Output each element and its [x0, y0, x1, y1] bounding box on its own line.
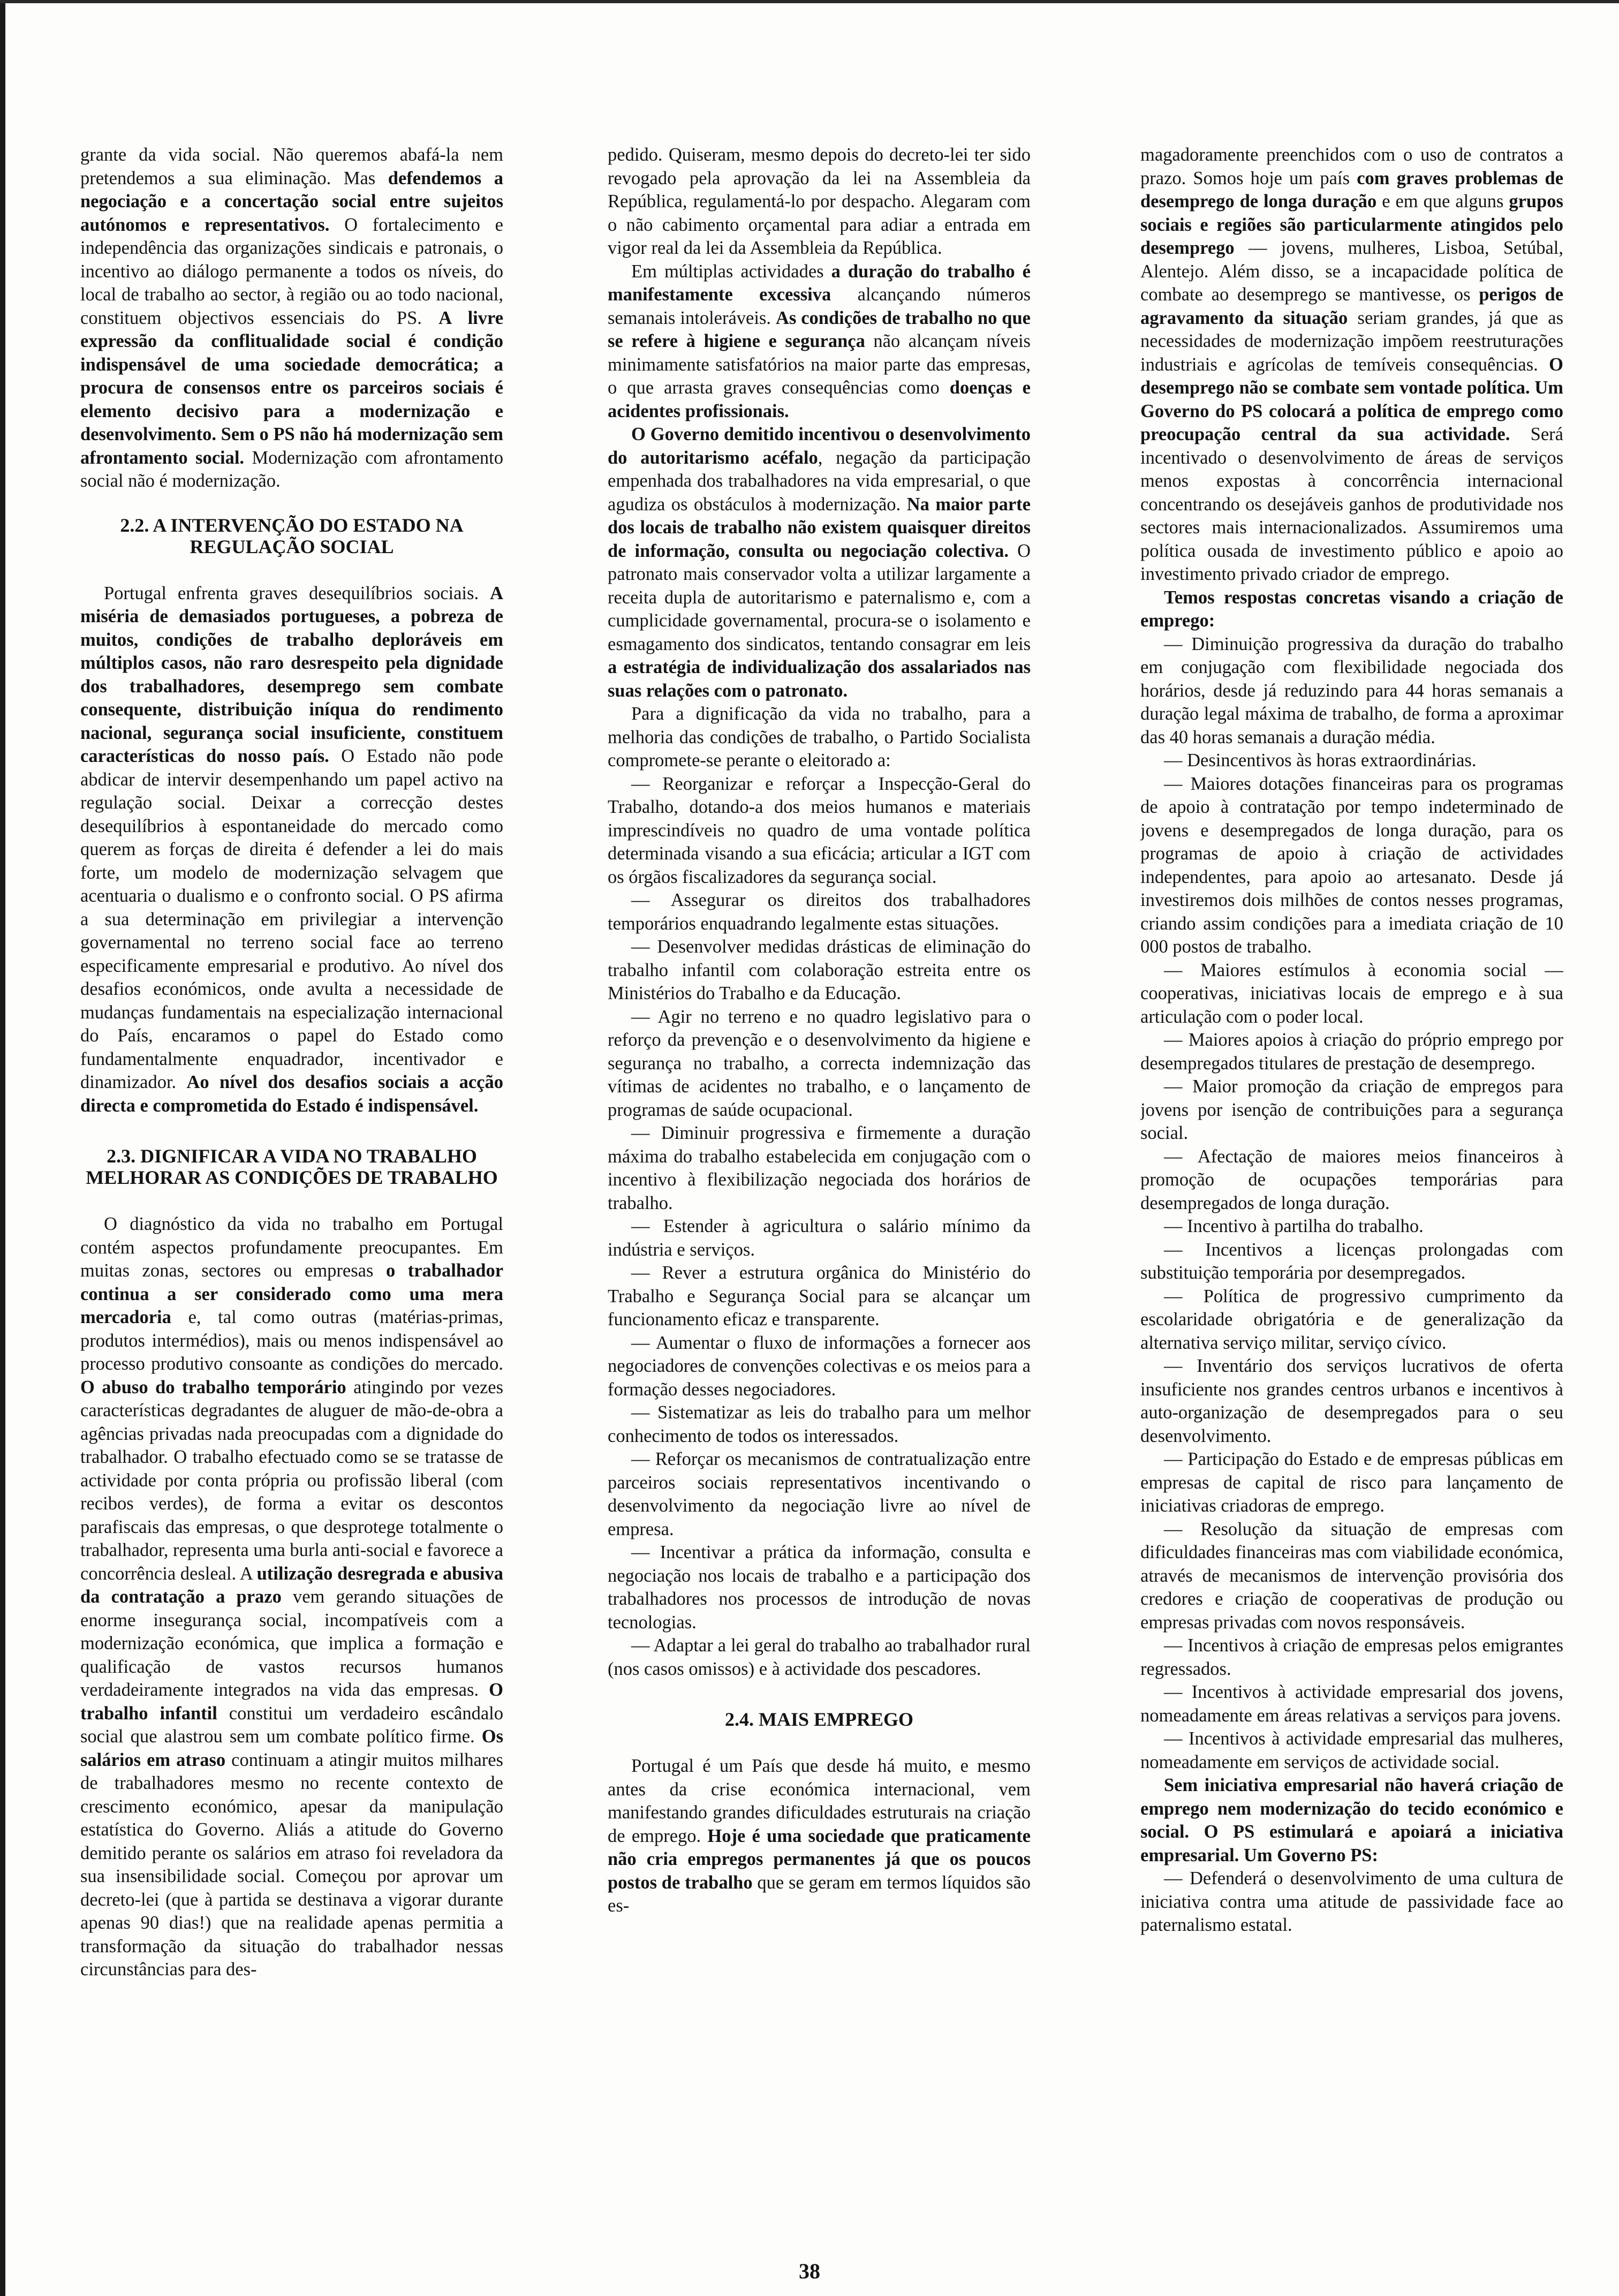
bold-text: doenças e acidentes profissionais.	[608, 377, 1031, 421]
employment-measures-list	[1140, 633, 1563, 1774]
text-run: atingindo por vezes características degradantes de aluguer de mão-de-obra a agências privadas nada preocupadas com a dignidade do trabalhador. O trabalho efectuado como se se tratasse de actividade por conta própria ou profissão liberal (com recibos verdes), de forma a evitar os descontos parafiscais das empresas, o que desprotege totalmente o trabalhador, representa uma burla anti-social e favorece a concorrência desleal. A	[80, 1377, 503, 1584]
bold-text: O desemprego não se combate sem vontade política. Um Governo do PS colocará a política de emprego como preocupação central da sua actividade.	[1140, 354, 1563, 444]
bold-text: Temos respostas concretas visando a criação de emprego:	[1140, 587, 1563, 631]
list-item: — Incentivar a prática da informação, consulta e negociação nos locais de trabalho e a participação dos trabalhadores nos processos de introdução de novas tecnologias.	[608, 1542, 1031, 1633]
bold-text: utilização desregrada e abusiva da contratação a prazo	[80, 1563, 503, 1607]
list-item: — Incentivos à criação de empresas pelos emigrantes regressados.	[1140, 1635, 1563, 1679]
list-item: — Maior promoção da criação de empregos para jovens por isenção de contribuições para a segurança social.	[1140, 1076, 1563, 1143]
text-run: O fortalecimento e independência das organizações sindicais e patronais, o incentivo ao diálogo permanente a todos os níveis, do local de trabalho ao sector, à região ou ao todo nacional, constituem objectivos essenciais do PS.	[80, 214, 503, 328]
list-item: — Diminuir progressiva e firmemente a duração máxima do trabalho estabelecida em conjugação com o incentivo à flexibilização negociada dos horários de trabalho.	[608, 1123, 1031, 1213]
bold-text: O trabalho infantil	[80, 1680, 503, 1724]
list-item: — Participação do Estado e de empresas públicas em empresas de capital de risco para lançamento de iniciativas criadoras de emprego.	[1140, 1449, 1563, 1516]
measures-list	[608, 773, 1031, 1681]
paragraph	[608, 144, 1031, 260]
bold-text: a duração do trabalho é manifestamente excessiva	[608, 261, 1031, 305]
paragraph	[608, 260, 1031, 424]
text-run: não alcançam níveis minimamente satisfatórios na maior parte das empresas, o que arrasta graves consequências como	[608, 331, 1031, 398]
text-run: e, tal como outras (matérias-primas, produtos intermédios), mais ou menos indispensável ao processo produtivo consoante as condições do mercado.	[80, 1307, 503, 1374]
list-item: — Assegurar os direitos dos trabalhadores temporários enquadrando legalmente estas situações.	[608, 890, 1031, 934]
text-run: Será incentivado o desenvolvimento de áreas de serviços menos expostas à concorrência internacional concentrando os desejáveis ganhos de produtividade nos sectores mais internacionalizados. Assumiremos uma política ousada de investimento público e apoio ao investimento privado criador de emprego.	[1140, 424, 1563, 584]
text-run: Portugal é um País que desde há muito, e mesmo antes da crise económica internacional, vem manifestando grandes dificuldades estruturais na criação de emprego.	[608, 1756, 1031, 1846]
paragraph	[80, 1213, 503, 1982]
list-item: — Reorganizar e reforçar a Inspecção-Geral do Trabalho, dotando-a dos meios humanos e materiais imprescindíveis no quadro de uma vontade política determinada visando a sua eficácia; articular a IGT com os órgãos fiscalizadores da segurança social.	[608, 773, 1031, 887]
text-run: continuam a atingir muitos milhares de trabalhadores mesmo no recente contexto de crescimento económico, apesar da manipulação estatística do Governo. Aliás a atitude do Governo demitido perante os salários em atraso foi reveladora da sua insensibilidade social. Começou por aprovar um decreto-lei (que à partida se destinava a vigorar durante apenas 90 dias!) que na realidade apenas permitia a transformação da situação do trabalhador nessas circunstâncias para des-	[80, 1749, 503, 1980]
list-item: — Incentivo à partilha do trabalho.	[1164, 1216, 1424, 1236]
bold-text: grupos sociais e regiões são particularmente atingidos pelo desemprego	[1140, 191, 1563, 258]
section-heading-2-3: 2.3. DIGNIFICAR A VIDA NO TRABALHO MELHORAR AS CONDIÇÕES DE TRABALHO	[86, 1145, 498, 1188]
bold-text: com graves problemas de desemprego de longa duração	[1140, 168, 1563, 212]
bold-text: o trabalhador continua a ser considerado como uma mera mercadoria	[80, 1260, 503, 1327]
column-2	[608, 144, 1031, 2248]
page-edge	[0, 0, 5, 2296]
bold-text: Hoje é uma sociedade que praticamente não cria empregos permanentes já que os poucos postos de trabalho	[608, 1825, 1031, 1893]
bold-text: A livre expressão da conflitualidade social é condição indispensável de uma sociedade democrática; a procura de consensos entre os parceiros sociais é elemento decisivo para a modernização e desenvolvimento. Sem o PS não há modernização sem afrontamento social.	[80, 307, 503, 468]
list-item: — Desenvolver medidas drásticas de eliminação do trabalho infantil com colaboração estreita entre os Ministérios do Trabalho e da Educação.	[608, 936, 1031, 1003]
section-heading-2-2: 2.2. A INTERVENÇÃO DO ESTADO NA REGULAÇÃO SOCIAL	[120, 514, 464, 557]
section-heading-2-4: 2.4. MAIS EMPREGO	[724, 1709, 913, 1730]
list-item: — Resolução da situação de empresas com dificuldades financeiras mas com viabilidade económica, através de mecanismos de intervenção provisória dos credores e criação de cooperativas de produção ou empresas privadas com novos responsáveis.	[1140, 1519, 1563, 1633]
bold-text: a estratégia de individualização dos assalariados nas suas relações com o patronato.	[608, 657, 1031, 701]
text-run: alcançando números semanais intoleráveis.	[608, 284, 1031, 328]
bold-text: O Governo demitido incentivou o desenvolvimento do autoritarismo acéfalo	[608, 424, 1031, 468]
paragraph	[1140, 1774, 1563, 1867]
page-number: 38	[799, 2259, 820, 2283]
bold-text: A miséria de demasiados portugueses, a pobreza de muitos, condições de trabalho deploráveis em múltiplos casos, não raro desrespeito pela dignidade dos trabalhadores, desemprego sem combate consequente, distribuição iníqua do rendimento nacional, segurança social insuficiente, constituem características do nosso país.	[80, 583, 503, 766]
paragraph	[1140, 144, 1563, 586]
paragraph	[608, 1755, 1031, 1918]
text-run: grante da vida social. Não queremos abafá-la nem pretendemos a sua eliminação. Mas	[80, 145, 503, 188]
list-item: — Agir no terreno e no quadro legislativo para o reforço da prevenção e o desenvolvimento da higiene e segurança no trabalho, a correcta indemnização das vítimas de acidentes no trabalho, e o lançamento de programas de saúde ocupacional.	[608, 1006, 1031, 1120]
list-item: — Afectação de maiores meios financeiros à promoção de ocupações temporárias para desempregados de longa duração.	[1140, 1146, 1563, 1213]
list-item: — Incentivos à actividade empresarial dos jovens, nomeadamente em áreas relativas a serviços para jovens.	[1140, 1682, 1563, 1726]
paragraph	[80, 144, 503, 493]
list-item: — Inventário dos serviços lucrativos de oferta insuficiente nos grandes centros urbanos e incentivos à auto-organização de desempregados para o seu desenvolvimento.	[1140, 1356, 1563, 1446]
list-item: — Política de progressivo cumprimento da escolaridade obrigatória e de generalização da alternativa serviço militar, serviço cívico.	[1140, 1286, 1563, 1353]
text-run: pedido. Quiseram, mesmo depois do decreto-lei ter sido revogado pela aprovação da lei na Assembleia da República, regulamentá-lo por despacho. Alegaram com o não cabimento orçamental para adiar a entrada em vigor real da lei da Assembleia da República.	[608, 145, 1031, 258]
bold-text: Os salários em atraso	[80, 1726, 503, 1770]
text-run: que se geram em termos líquidos são es-	[608, 1872, 1031, 1916]
column-1	[80, 144, 503, 2248]
bold-text: perigos de agravamento da situação	[1140, 284, 1563, 328]
paragraph	[1140, 586, 1563, 633]
text-run: O Estado não pode abdicar de intervir desempenhando um papel activo na regulação social. Deixar a correcção destes desequilíbrios à espontaneidade do mercado como querem as forças de direita é defender a lei do mais forte, um modelo de modernização selvagem que acentuaria o dualismo e o confronto social. O PS afirma a sua determinação em privilegiar a intervenção governamental no terreno social face ao terreno especificamente empresarial e produtivo. Ao nível dos desafios económicos, onde avulta a necessidade de mudanças fundamentais na especialização internacional do País, encaramos o papel do Estado como fundamentalmente enquadrador, incentivador e dinamizador.	[80, 746, 503, 1092]
list-item: — Estender à agricultura o salário mínimo da indústria e serviços.	[608, 1216, 1031, 1260]
text-run: magadoramente preenchidos com o uso de contratos a prazo. Somos hoje um país	[1140, 145, 1563, 188]
governo-ps-list	[1140, 1867, 1563, 1937]
list-item: — Aumentar o fluxo de informações a fornecer aos negociadores de convenções colectivas e os meios para a formação desses negociadores.	[608, 1332, 1031, 1400]
text-run: Para a dignificação da vida no trabalho, para a melhoria das condições de trabalho, o Partido Socialista compromete-se perante o eleitorado a:	[608, 704, 1031, 771]
text-run: seriam grandes, já que as necessidades de modernização impõem reestruturações industriais e agrícolas de temíveis consequências.	[1140, 307, 1563, 375]
text-run: vem gerando situações de enorme insegurança social, incompatíveis com a modernização económica, que implica a formação e qualificação de vastos recursos humanos verdadeiramente integrados na vida das empresas.	[80, 1587, 503, 1700]
text-run: e em que alguns	[1376, 191, 1509, 212]
list-item: — Rever a estrutura orgânica do Ministério do Trabalho e Segurança Social para se alcançar um funcionamento eficaz e transparente.	[608, 1263, 1031, 1330]
text-run: Modernização com afrontamento social não é modernização.	[80, 447, 503, 491]
text-run: Portugal enfrenta graves desequilíbrios sociais.	[104, 583, 490, 603]
bold-text: O abuso do trabalho temporário	[80, 1377, 346, 1398]
bold-text: Sem iniciativa empresarial não haverá criação de emprego nem modernização do tecido económico e social. O PS estimulará e apoiará a iniciativa empresarial. Um Governo PS:	[1140, 1775, 1563, 1865]
list-item: — Adaptar a lei geral do trabalho ao trabalhador rural (nos casos omissos) e à actividade dos pescadores.	[608, 1635, 1031, 1679]
list-item: — Diminuição progressiva da duração do trabalho em conjugação com flexibilidade negociada dos horários, desde já reduzindo para 44 horas semanais a duração legal máxima de trabalho, de forma a aproximar das 40 horas semanais a duração média.	[1140, 633, 1563, 747]
bold-text: Ao nível dos desafios sociais a acção directa e comprometida do Estado é indispensável.	[80, 1072, 503, 1116]
list-item: — Incentivos a licenças prolongadas com substituição temporária por desempregados.	[1140, 1239, 1563, 1283]
list-item: — Maiores estímulos à economia social — cooperativas, iniciativas locais de emprego e à sua articulação com o poder local.	[1140, 960, 1563, 1027]
list-item: — Maiores dotações financeiras para os programas de apoio à contratação por tempo indeterminado de jovens e desempregados de longa duração, para os programas de apoio à criação de actividades independentes, para apoio ao artesanato. Desde já investiremos dois milhões de contos nesses programas, criando assim condições para a imediata criação de 10 000 postos de trabalho.	[1140, 773, 1563, 957]
bold-text: defendemos a negociação e a concertação social entre sujeitos autónomos e representativos.	[80, 168, 503, 235]
list-item: — Incentivos à actividade empresarial das mulheres, nomeadamente em serviços de actividade social.	[1140, 1728, 1563, 1772]
list-item: — Reforçar os mecanismos de contratualização entre parceiros sociais representativos incentivando o desenvolvimento da negociação livre ao nível de empresa.	[608, 1449, 1031, 1539]
column-3	[1140, 144, 1563, 2248]
page-edge-top	[0, 0, 1619, 3]
bold-text: Na maior parte dos locais de trabalho não existem quaisquer direitos de informação, consulta ou negociação colectiva.	[608, 494, 1031, 561]
paragraph	[608, 423, 1031, 703]
list-item: — Sistematizar as leis do trabalho para um melhor conhecimento de todos os interessados.	[608, 1402, 1031, 1446]
text-run: constitui um verdadeiro escândalo social que alastrou sem um combate político firme.	[80, 1703, 503, 1747]
list-item: — Desincentivos às horas extraordinárias.	[1164, 750, 1477, 771]
list-item: — Defenderá o desenvolvimento de uma cultura de iniciativa contra uma atitude de passividade face ao paternalismo estatal.	[1140, 1868, 1563, 1935]
paragraph	[608, 703, 1031, 773]
text-run: — jovens, mulheres, Lisboa, Setúbal, Alentejo. Além disso, se a incapacidade política de combate ao desemprego se mantivesse, os	[1140, 238, 1563, 305]
text-run: O patronato mais conservador volta a utilizar largamente a receita dupla de autoritarismo e paternalismo e, com a cumplicidade governamental, procura-se o isolamento e esmagamento dos sindicatos, tentando consagrar em leis	[608, 540, 1031, 654]
text-run: O diagnóstico da vida no trabalho em Portugal contém aspectos profundamente preocupantes. Em muitas zonas, sectores ou empresas	[80, 1214, 503, 1281]
paragraph	[80, 582, 503, 1118]
text-run: , negação da participação empenhada dos trabalhadores na vida empresarial, o que agudiza os obstáculos à modernização.	[608, 447, 1031, 515]
list-item: — Maiores apoios à criação do próprio emprego por desempregados titulares de prestação de desemprego.	[1140, 1030, 1563, 1074]
text-run: Em múltiplas actividades	[631, 261, 831, 282]
bold-text: As condições de trabalho no que se refere à higiene e segurança	[608, 307, 1031, 351]
